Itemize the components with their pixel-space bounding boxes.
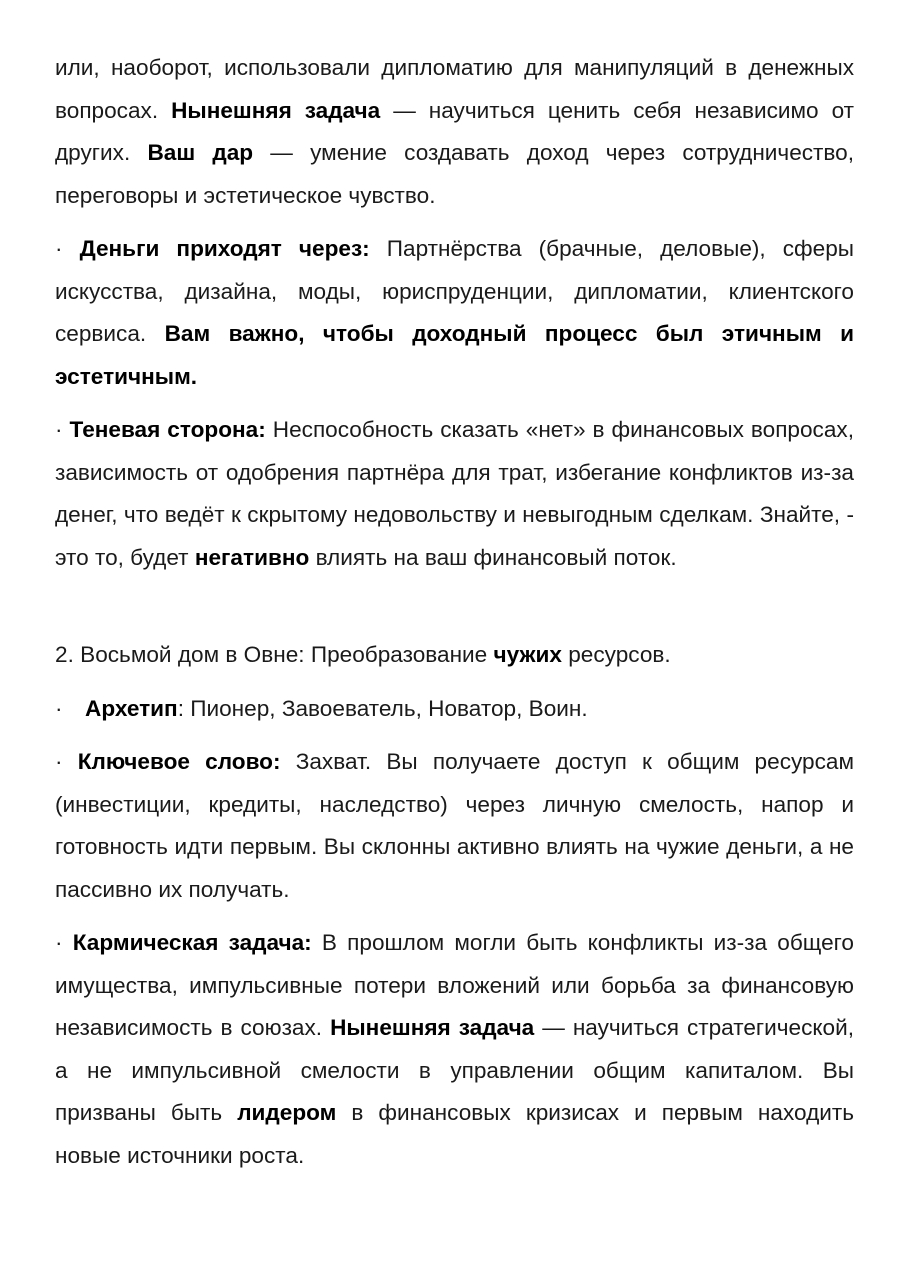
bullet-dot: · [55, 930, 63, 955]
bullet-dot: · [55, 749, 63, 774]
document-page [55, 47, 854, 1188]
bold-others: чужих [493, 642, 562, 667]
text-run: — научиться стратегической, а не импульсивной смелости в управлении общим капиталом. Вы призваны быть [55, 1015, 854, 1125]
bold-ethical-income: Вам важно, чтобы доходный процесс был этичным и эстетичным. [55, 321, 854, 389]
bullet-dot: · [55, 695, 63, 721]
text-run: В прошлом могли быть конфликты из-за общего имущества, импульсивные потери вложений или борьба за финансовую независимость в союзах. [55, 930, 854, 1040]
paragraph-shadow-side [55, 409, 854, 579]
bullet-dot: · [55, 417, 63, 442]
text-run: Неспособность сказать «нет» в финансовых вопросах, зависимость от одобрения партнёра для трат, избегание конфликтов из-за денег, что ведёт к скрытому недовольству и невыгодным сделкам. Знайте, - это то, будет [55, 417, 854, 570]
text-run: или, наоборот, использовали дипломатию для манипуляций в денежных вопросах. [55, 55, 854, 123]
text-run: Партнёрства (брачные, деловые), сферы искусства, дизайна, моды, юриспруденции, дипломатии, клиентского сервиса. [55, 236, 855, 346]
bold-your-gift: Ваш дар [147, 140, 254, 165]
section-spacer [55, 590, 854, 634]
text-run: в финансовых кризисах и первым находить новые источники роста. [55, 1100, 854, 1168]
bold-shadow-side: Теневая сторона: [69, 417, 266, 442]
text-run: — умение создавать доход через сотрудничество, переговоры и эстетическое чувство. [55, 140, 854, 208]
bold-negatively: негативно [194, 544, 310, 570]
paragraph-keyword [55, 741, 854, 911]
paragraph-karmic-task [55, 922, 854, 1177]
text-run: 2. Восьмой дом в Овне: Преобразование [55, 642, 494, 667]
text-run: — научиться ценить себя независимо от других. [55, 97, 854, 165]
bold-current-task: Нынешняя задача [171, 97, 381, 123]
bold-current-task: Нынешняя задача [330, 1015, 535, 1040]
bold-keyword: Ключевое слово: [77, 749, 281, 774]
bold-karmic-task: Кармическая задача: [72, 930, 312, 955]
section-heading-eighth-house [55, 634, 854, 677]
bold-money-comes-through: Деньги приходят через: [79, 236, 370, 261]
bold-leader: лидером [237, 1100, 337, 1125]
text-run: : Пионер, Завоеватель, Новатор, Воин. [177, 695, 588, 721]
bullet-dot: · [55, 236, 63, 261]
text-run: влиять на ваш финансовый поток. [309, 544, 677, 570]
paragraph-money-comes-through [55, 228, 854, 398]
text-run: ресурсов. [561, 642, 671, 667]
paragraph-libra-intro-continued [55, 47, 854, 217]
bold-archetype: Архетип [85, 695, 178, 721]
text-run: Захват. Вы получаете доступ к общим ресурсам (инвестиции, кредиты, наследство) через личную смелость, напор и готовность идти первым. Вы склонны активно влиять на чужие деньги, а не пассивно их получать. [55, 749, 854, 902]
paragraph-archetype [55, 688, 854, 731]
